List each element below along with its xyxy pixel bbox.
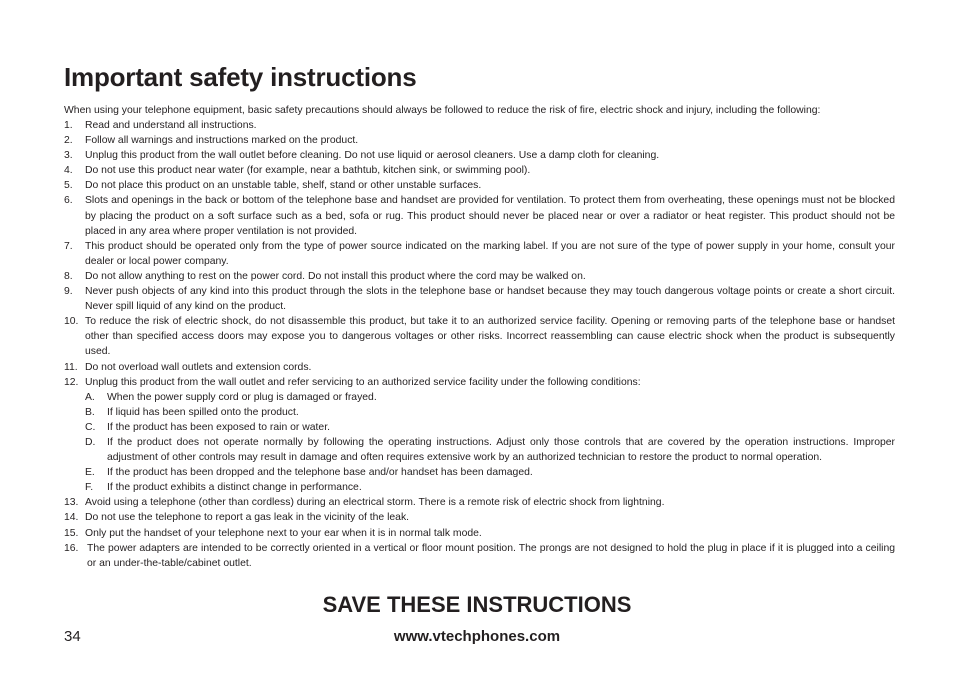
subitem-text: If the product does not operate normally by following the operating instructions. Adjust only those controls that are covered by the operation instructions. Improper adjustment of other controls may result in damage and often requires extensive work by an authorized technician to restore the product to normal operation. bbox=[107, 436, 895, 464]
item-text: The power adapters are intended to be correctly oriented in a vertical or floor mount position. The prongs are not designed to hold the plug in place if it is plugged into a ceiling or an under-the-table/cabinet outlet. bbox=[87, 542, 895, 569]
item-text: Do not place this product on an unstable table, shelf, stand or other unstable surfaces. bbox=[85, 180, 482, 192]
item-text: To reduce the risk of electric shock, do not disassemble this product, but take it to an authorized service facility. Opening or removing parts of the telephone base or handset other than specified access doors may expose you to dangerous voltages or other risks. Incorrect reassembling can cause electric shock when the product is subsequently used. bbox=[85, 316, 895, 358]
item-text: Unplug this product from the wall outlet before cleaning. Do not use liquid or aerosol cleaners. Use a damp cloth for cleaning. bbox=[85, 150, 660, 162]
item-text: Do not use this product near water (for example, near a bathtub, kitchen sink, or swimming pool). bbox=[85, 165, 531, 177]
item-number: 14. bbox=[64, 512, 79, 524]
list-item bbox=[64, 239, 895, 269]
sublist-item bbox=[85, 390, 895, 405]
item-text: Do not allow anything to rest on the power cord. Do not install this product where the cord may be walked on. bbox=[85, 270, 586, 282]
item-text: This product should be operated only from the type of power source indicated on the marking label. If you are not sure of the type of power supply in your home, consult your dealer or local power company. bbox=[85, 240, 895, 267]
subitem-letter: A. bbox=[85, 391, 95, 403]
item-number: 7. bbox=[64, 240, 73, 252]
sublist-item bbox=[85, 420, 895, 435]
item-number: 5. bbox=[64, 180, 73, 192]
subitem-letter: F. bbox=[85, 482, 94, 494]
page-title: Important safety instructions bbox=[64, 62, 417, 92]
item-text: Do not use the telephone to report a gas leak in the vicinity of the leak. bbox=[85, 512, 410, 524]
subitem-letter: D. bbox=[85, 436, 96, 448]
list-item bbox=[64, 495, 895, 510]
list-item bbox=[64, 269, 895, 284]
item-number: 4. bbox=[64, 165, 73, 177]
subitem-text: If the product has been dropped and the telephone base and/or handset has been damaged. bbox=[107, 467, 533, 479]
list-item bbox=[64, 148, 895, 163]
item-text: Follow all warnings and instructions marked on the product. bbox=[85, 135, 359, 147]
list-item bbox=[64, 375, 895, 496]
item-text: Avoid using a telephone (other than cordless) during an electrical storm. There is a remote risk of electric shock from lightning. bbox=[85, 497, 665, 509]
item-number: 6. bbox=[64, 195, 73, 207]
list-item bbox=[64, 526, 895, 541]
subitem-letter: E. bbox=[85, 467, 95, 479]
subitem-text: If liquid has been spilled onto the product. bbox=[107, 406, 299, 418]
sublist-item bbox=[85, 435, 895, 465]
item-number: 16. bbox=[64, 542, 79, 554]
page-number: 34 bbox=[64, 628, 81, 645]
list-item bbox=[64, 193, 895, 238]
item-text: Read and understand all instructions. bbox=[85, 120, 257, 131]
subitem-text: When the power supply cord or plug is damaged or frayed. bbox=[107, 391, 377, 403]
item-number: 12. bbox=[64, 376, 79, 388]
sublist-item bbox=[85, 465, 895, 480]
item-text: Only put the handset of your telephone next to your ear when it is in normal talk mode. bbox=[85, 527, 482, 539]
subitem-letter: C. bbox=[85, 421, 96, 433]
list-item bbox=[64, 163, 895, 178]
item-text: Do not overload wall outlets and extension cords. bbox=[85, 361, 312, 373]
list-item bbox=[64, 178, 895, 193]
item-number: 15. bbox=[64, 527, 79, 539]
item-text: Slots and openings in the back or bottom of the telephone base and handset are provided for ventilation. To protect them from overheating, these openings must not be blocked by placing the product on a soft surface such as a bed, sofa or rug. This product should never be placed near or over a radiator or heat register. This product should not be placed in any area where proper ventilation is not provided. bbox=[85, 195, 895, 237]
list-item bbox=[64, 360, 895, 375]
item-number: 8. bbox=[64, 270, 73, 282]
list-item bbox=[64, 118, 895, 133]
list-item bbox=[64, 510, 895, 525]
item-text: Unplug this product from the wall outlet and refer servicing to an authorized service facility under the following conditions: bbox=[85, 376, 641, 388]
subitem-text: If the product exhibits a distinct change in performance. bbox=[107, 482, 362, 494]
item-number: 13. bbox=[64, 497, 79, 509]
item-number: 11. bbox=[64, 361, 78, 373]
website-url: www.vtechphones.com bbox=[393, 628, 561, 645]
safety-instructions-list bbox=[64, 118, 895, 571]
item-number: 3. bbox=[64, 150, 73, 162]
sublist-item bbox=[85, 480, 895, 495]
intro-paragraph: When using your telephone equipment, basic safety precautions should always be followed to reduce the risk of fire, electric shock and injury, including the following: bbox=[64, 105, 821, 116]
list-item bbox=[64, 541, 895, 571]
sublist-item bbox=[85, 405, 895, 420]
item-number: 1. bbox=[64, 120, 73, 131]
item-text: Never push objects of any kind into this product through the slots in the telephone base or handset because they may touch dangerous voltage points or create a short circuit. Never spill liquid of any kind on the product. bbox=[85, 286, 895, 313]
save-instructions-heading: SAVE THESE INSTRUCTIONS bbox=[322, 592, 632, 617]
subitem-text: If the product has been exposed to rain or water. bbox=[107, 421, 330, 433]
list-item bbox=[64, 133, 895, 148]
subitem-letter: B. bbox=[85, 406, 95, 418]
list-item bbox=[64, 314, 895, 359]
conditions-sublist bbox=[85, 390, 895, 496]
item-number: 9. bbox=[64, 286, 73, 298]
item-number: 2. bbox=[64, 135, 73, 147]
list-item bbox=[64, 284, 895, 314]
item-number: 10. bbox=[64, 316, 79, 328]
